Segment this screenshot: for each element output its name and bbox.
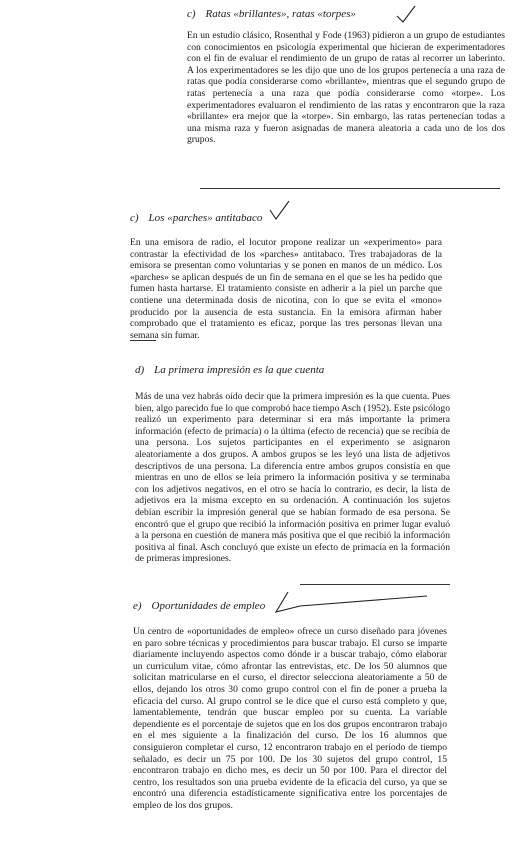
check-mark-icon	[268, 200, 292, 222]
section-letter: c)	[187, 8, 196, 20]
section-body: Más de una vez habrás oído decir que la primera impresión es la que cuenta. Pues bien, algo parecido fue lo que comprobó hace tiempo Asch (1952). Este psicólogo realizó un experimento para determinar si era más importante la primera información (efecto de primacía) o la última (efecto de recencia) que se recibía de una persona. Los sujetos participantes en el experimento se asignaron aleatoriamente a dos grupos. A ambos grupos se les leyó una lista de adjetivos descriptivos de una persona. La diferencia entre ambos grupos consistía en que mientras en uno de ellos se leía primero la información positiva y se terminaba con los adjetivos negativos, en el otro se hacía lo contrario, es decir, la lista de adjetivos era la misma excepto en su ordenación. A continuación los sujetos debían escribir la impresión general que se habían formado de esa persona. Se encontró que el grupo que recibió la información positiva en primer lugar evaluó a la persona en cuestión de manera más positiva que el que recibió la información positiva al final. Asch concluyó que existe un efecto de primacía en la formación de primeras impresiones.	[135, 391, 450, 565]
section-body: En un estudio clásico, Rosenthal y Fode (1963) pidieron a un grupo de estudiantes con conocimientos en psicología experimental que hicieran de experimentadores con el fin de evaluar el rendimiento de un grupo de ratas al recorrer un laberinto. A los experimentadores se les dijo que uno de los grupos pertenecía a una raza de ratas que podía considerarse como «brillante», mientras que el segundo grupo de ratas pertenecía a una raza que podía considerarse como «torpe». Los experimentadores evaluaron el rendimiento de las ratas y encontraron que la raza «brillante» era mejor que la «torpe». Sin embargo, las ratas pertenecían todas a una misma raza y fueron asignadas de manera aleatoria a cada uno de los dos grupos.	[187, 30, 505, 146]
section-title: La primera impresión es la que cuenta	[154, 364, 325, 376]
section-title: Ratas «brillantes», ratas «torpes»	[205, 8, 356, 20]
section-heading	[187, 8, 507, 21]
section-letter: c)	[130, 212, 139, 224]
section-body: Un centro de «oportunidades de empleo» ofrece un curso diseñado para jóvenes en paro sobre técnicas y procedimientos para buscar trabajo. El curso se imparte diariamente incluyendo aspectos como dónde ir a buscar trabajo, cómo elaborar un curriculum vitae, cómo afrontar las entrevistas, etc. De los 50 alumnos que solicitan matricularse en el curso, el director selecciona aleatoriamente a 50 de ellos, dejando los otros 30 como grupo control con el fin de poner a prueba la eficacia del curso. Al grupo control se le dice que el curso está completo y que, lamentablemente, tendrán que buscar empleo por su cuenta. La variable dependiente es el porcentaje de sujetos que en los dos grupos encontraron trabajo en el mes siguiente a la finalización del curso. De los 16 alumnos que consiguieron completar el curso, 12 encontraron trabajo en el período de tiempo señalado, es decir un 75 por 100. De los 30 sujetos del grupo control, 15 encontraron trabajo en dicho mes, es decir un 50 por 100. Para el director del centro, los resultados son una prueba evidente de la eficacia del curso, ya que se encontró una diferencia estadísticamente significativa entre los porcentajes de empleo de los dos grupos.	[133, 626, 447, 811]
section-ratas	[187, 8, 507, 146]
section-primera-impresion	[135, 364, 450, 565]
section-heading	[135, 364, 450, 377]
section-divider	[130, 340, 156, 341]
section-title: Oportunidades de empleo	[151, 600, 266, 612]
section-oportunidades	[133, 600, 447, 812]
section-divider	[300, 584, 450, 585]
check-mark-icon	[395, 4, 419, 26]
section-body: En una emisora de radio, el locutor propone realizar un «experimento» para contrastar la efectividad de los «parches» antitabaco. Tres trabajadoras de la emisora se presentan como voluntarias y se ponen en manos de un médico. Los «parches» se aplican después de un fin de semana en el que se les ha pedido que fumen hasta hartarse. El tratamiento consiste en adherir a la piel un parche que contiene una determinada dosis de nicotina, con lo que se evita el «mono» producido por la ausencia de esta sustancia. En la emisora afirman haber comprobado que el tratamiento es eficaz, porque las tres personas llevan una semana sin fumar.	[130, 237, 442, 341]
arrow-mark-icon	[272, 590, 432, 618]
section-letter: e)	[133, 600, 142, 612]
section-letter: d)	[135, 364, 145, 376]
section-parches	[130, 212, 442, 341]
section-title: Los «parches» antitabaco	[148, 212, 263, 224]
section-divider	[200, 188, 500, 189]
